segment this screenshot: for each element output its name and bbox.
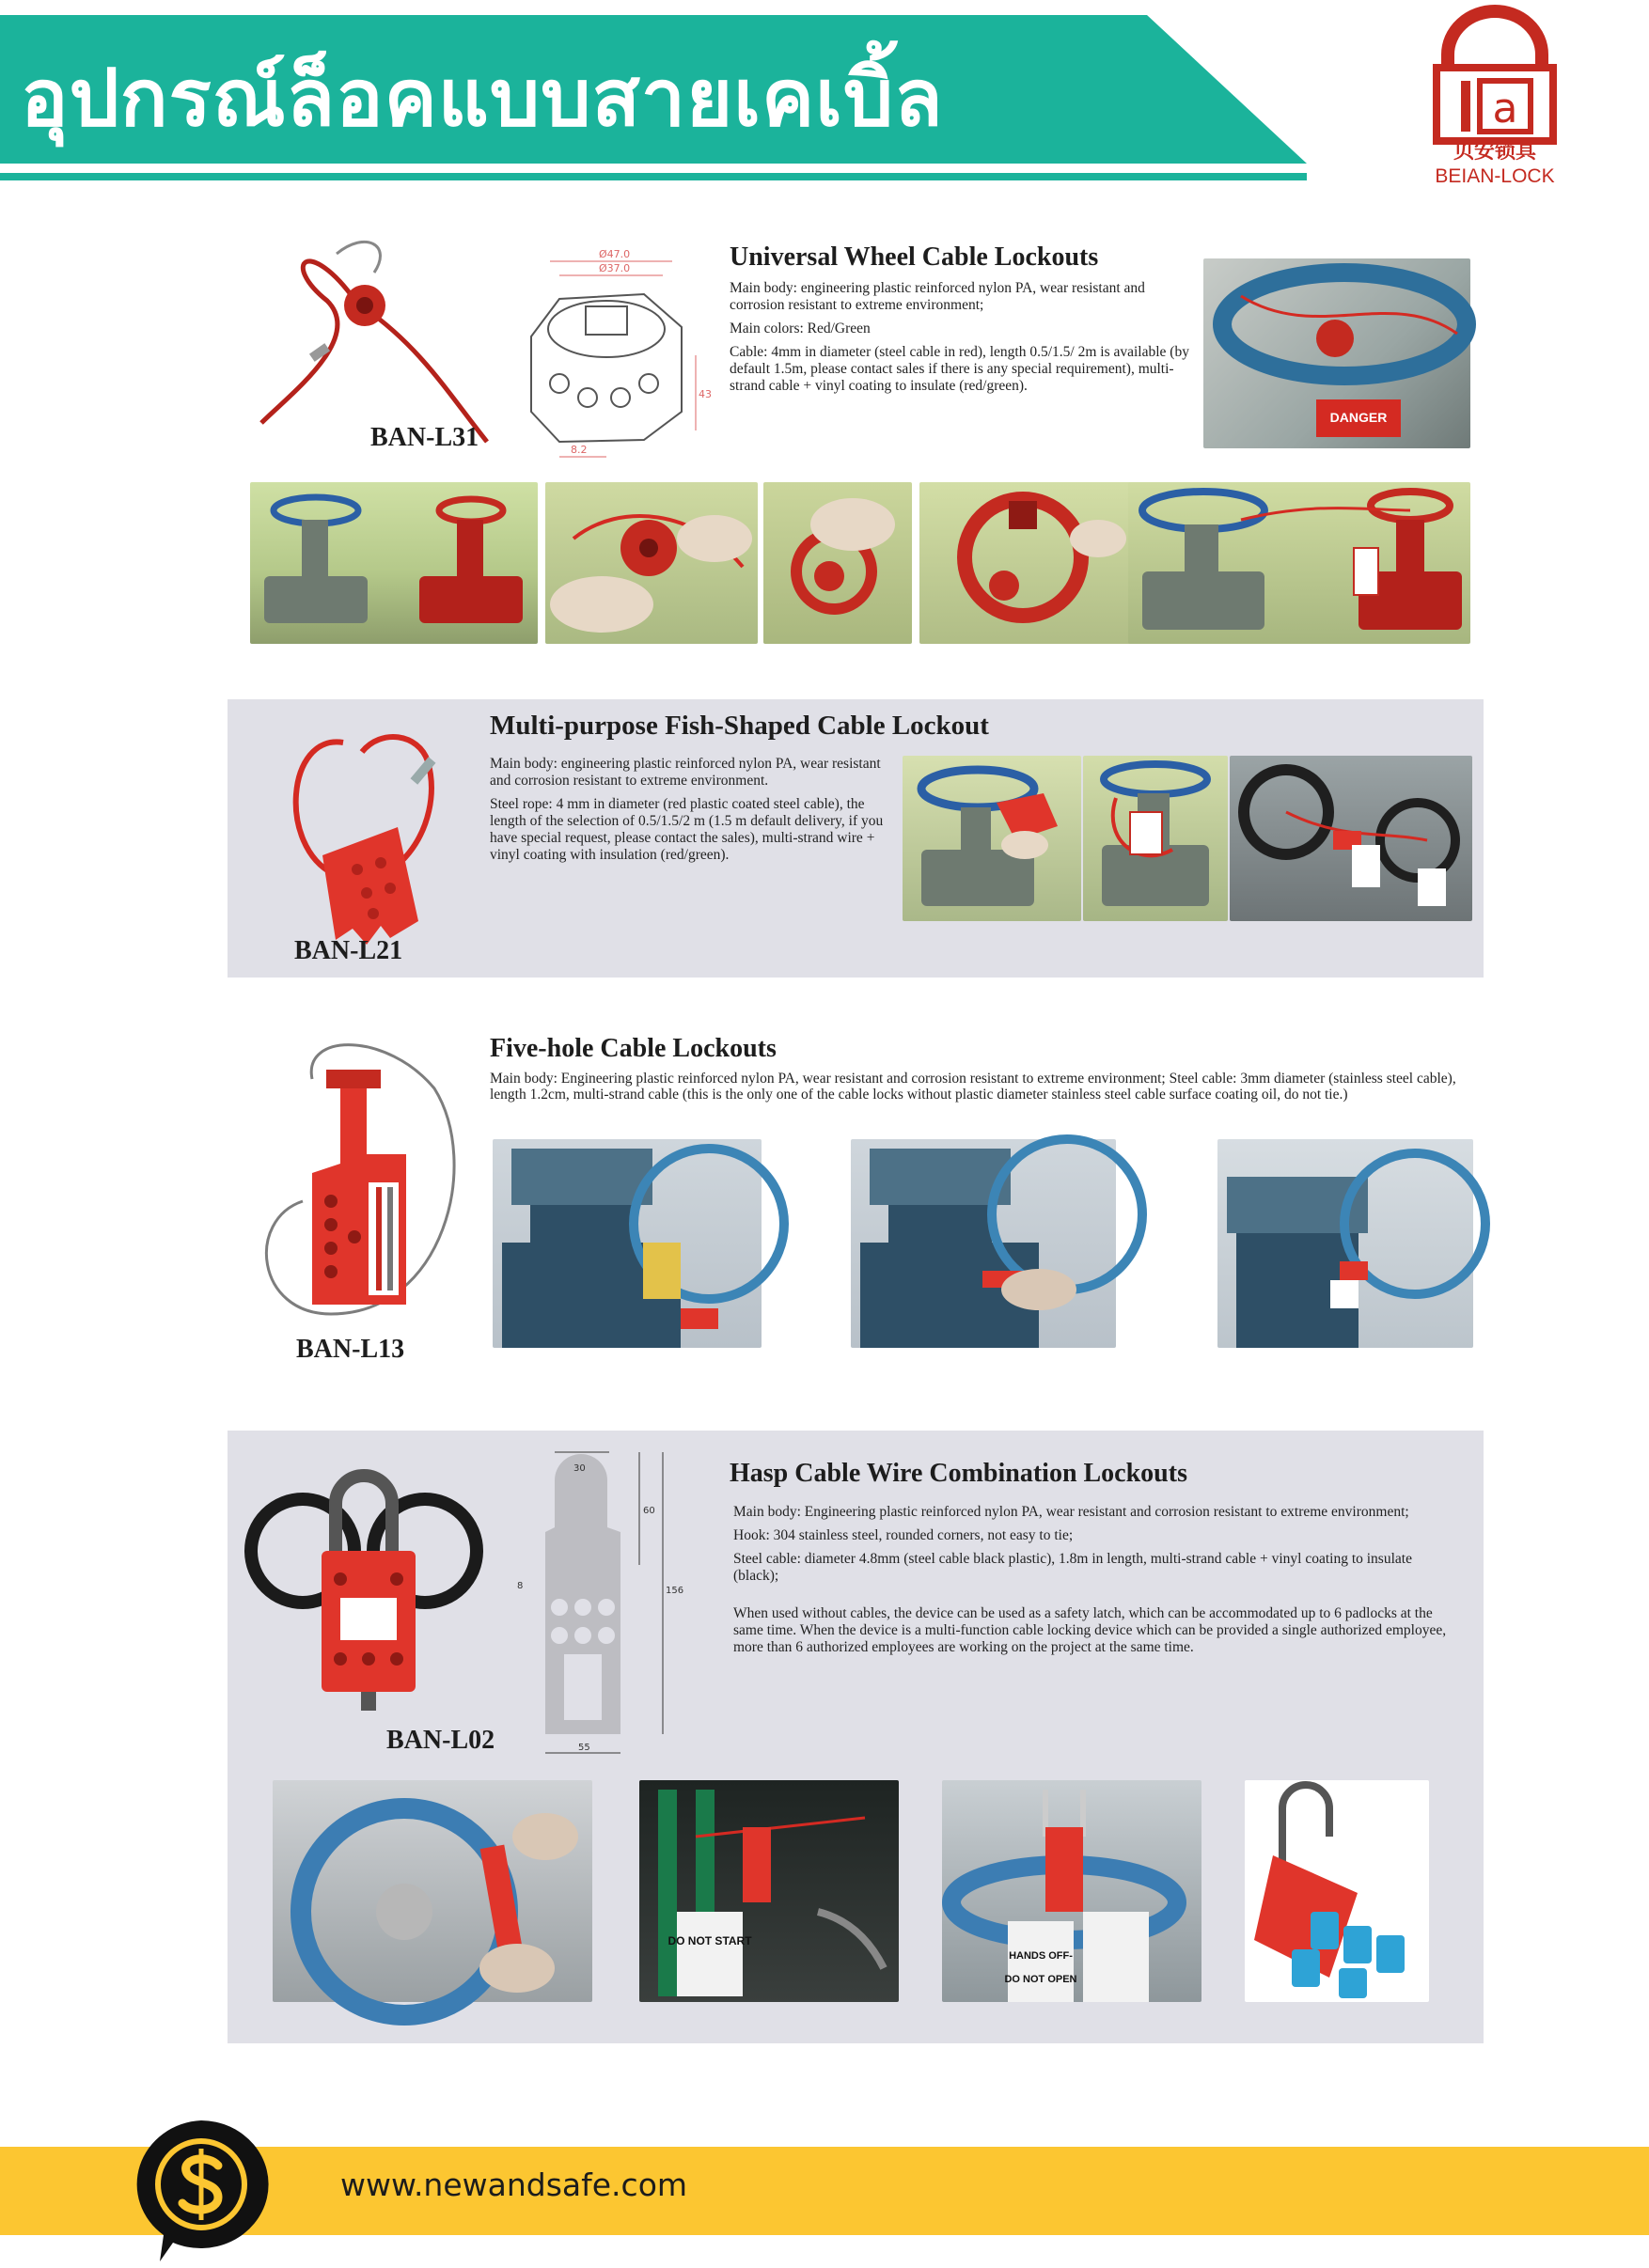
- svg-text:43: 43: [699, 388, 712, 400]
- footer-website-link[interactable]: www.newandsafe.com: [340, 2166, 688, 2203]
- wheel-lockout-product-image: [252, 235, 515, 451]
- model-label: BAN-L21: [294, 936, 403, 965]
- svg-text:55: 55: [578, 1743, 590, 1753]
- svg-text:8.2: 8.2: [571, 444, 588, 456]
- svg-text:DO NOT OPEN: DO NOT OPEN: [1004, 1974, 1077, 1985]
- model-label: BAN-L31: [370, 423, 479, 452]
- product-title: Multi-purpose Fish-Shaped Cable Lockout: [490, 711, 989, 741]
- hasp-lockout-product-image: [246, 1447, 491, 1729]
- application-photo-1: [273, 1780, 592, 2002]
- svg-text:30: 30: [573, 1463, 586, 1474]
- step-photo-install-1: [545, 482, 758, 644]
- product-title: Five-hole Cable Lockouts: [490, 1034, 777, 1063]
- application-photo-3: [1230, 756, 1472, 921]
- application-photo: [1203, 258, 1470, 448]
- model-label: BAN-L13: [296, 1335, 405, 1364]
- application-photo-1: [903, 756, 1081, 921]
- application-photo-1: [493, 1139, 762, 1348]
- svg-text:Ø37.0: Ø37.0: [599, 262, 631, 274]
- product-title: Hasp Cable Wire Combination Lockouts: [730, 1459, 1187, 1488]
- svg-text:60: 60: [643, 1506, 655, 1516]
- newandsafe-logo-icon: [115, 2111, 289, 2266]
- application-photo-4: [1245, 1780, 1429, 2002]
- page-title: อุปกรณ์ล็อคแบบสายเคเบิ้ล: [21, 52, 944, 144]
- step-photo-install-3: [919, 482, 1132, 644]
- model-label: BAN-L02: [386, 1726, 495, 1755]
- product-description: Main body: Engineering plastic reinforced nylon PA, wear resistant and corrosion resistant to extreme environment; Hook: 304 stainless steel, rounded corners, not easy to tie; Steel cable: diameter 4.8mm (steel cable black plastic), 1.8m in length, multi-strand cable + vinyl coating to insulate (black); When used without cables, the device can be used as a safety latch, which can be accommodated up to 6 padlocks at the same time. When the device is a multi-function cable locking device which can be provided a single authorized employee, more than 6 authorized employees are working on the project at the same time.: [733, 1504, 1447, 1655]
- application-photo-2: [851, 1139, 1116, 1348]
- product-description: Main body: Engineering plastic reinforced nylon PA, wear resistant and corrosion resistant to extreme environment; Steel cable: 3mm diameter (stainless steel cable), length 1.2cm, multi-strand cable (this is the only one of the cable locks without plastic diameter stainless steel cable surface coating oil, do not tie.): [490, 1071, 1456, 1103]
- step-photo-valves: [250, 482, 538, 644]
- five-hole-lockout-product-image: [246, 1032, 472, 1333]
- application-photo-3: [942, 1780, 1201, 2002]
- technical-drawing: [508, 1443, 684, 1762]
- product-description: Main body: engineering plastic reinforced nylon PA, wear resistant and corrosion resistant to extreme environment; Main colors: Red/Green Cable: 4mm in diameter (steel cable in red), length 0.5/1.5/ 2m is available (by default 1.5m, please contact sales if there is any special requirement), multi-strand cable + vinyl coating to insulate (red/green).: [730, 280, 1189, 394]
- svg-text:a: a: [1492, 85, 1518, 133]
- header-underline: [0, 173, 1307, 180]
- product-title: Universal Wheel Cable Lockouts: [730, 242, 1099, 272]
- svg-text:156: 156: [666, 1586, 684, 1596]
- brand-chinese-name: 贝安锁具: [1453, 140, 1536, 164]
- step-photo-install-2: [763, 482, 912, 644]
- step-photo-locked-valves: [1128, 482, 1470, 644]
- fish-lockout-product-image: [277, 714, 456, 959]
- brand-english-name: BEIAN-LOCK: [1435, 165, 1555, 187]
- application-photo-2: [639, 1780, 899, 2002]
- product-description: Main body: engineering plastic reinforced nylon PA, wear resistant and corrosion resistant to extreme environment. Steel rope: 4 mm in diameter (red plastic coated steel cable), the length of the selection of 0.5/1.5/2 m (1.5 m default delivery, if you have special request, please contact the sales), multi-strand wire + vinyl coating with insulation (red/green).: [490, 756, 884, 863]
- svg-text:DANGER: DANGER: [1329, 410, 1388, 425]
- technical-drawing: [494, 242, 710, 468]
- application-photo-3: [1217, 1139, 1473, 1348]
- svg-text:Ø47.0: Ø47.0: [599, 248, 631, 260]
- svg-text:HANDS OFF-: HANDS OFF-: [1009, 1950, 1073, 1962]
- svg-text:DO NOT START: DO NOT START: [667, 1934, 752, 1947]
- application-photo-2: [1083, 756, 1228, 921]
- svg-text:8: 8: [517, 1581, 524, 1591]
